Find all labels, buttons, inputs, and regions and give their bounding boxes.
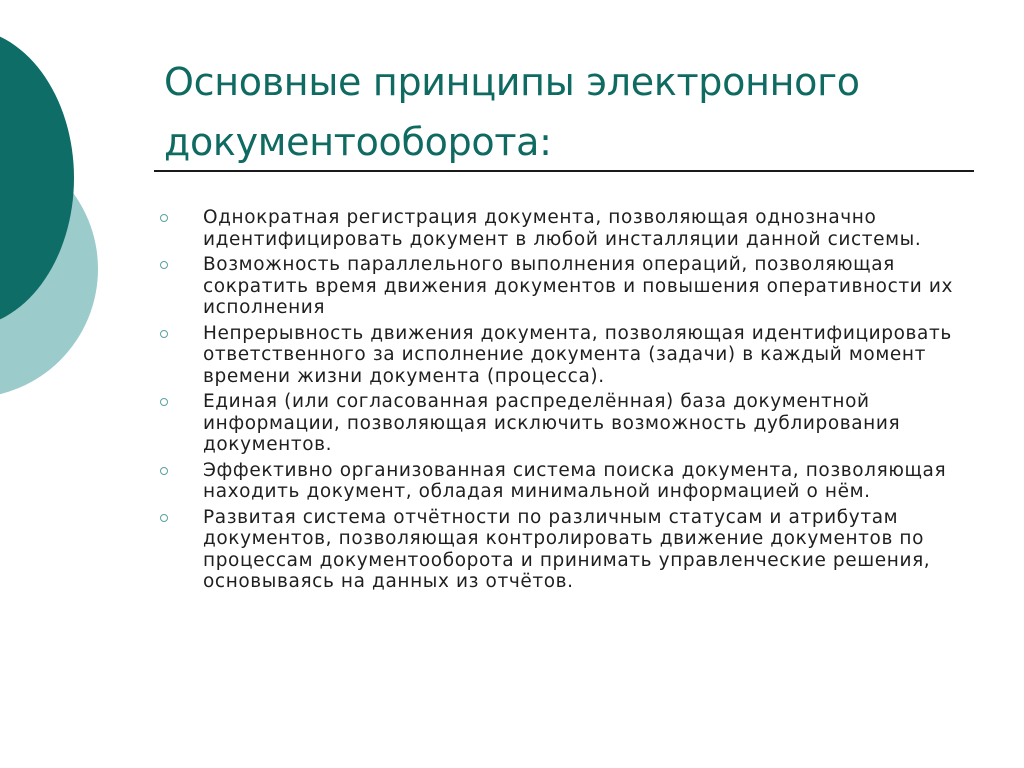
hollow-circle-bullet-icon [160,330,168,338]
bullet-list [160,207,970,597]
bullet-item [160,254,970,319]
hollow-circle-bullet-icon [160,514,168,522]
bullet-text: Единая (или согласованная распределённая) база документной информации, позволяющая исключить возможность дублирования документов. [203,391,901,455]
bullet-text: Возможность параллельного выполнения операций, позволяющая сократить время движения документов и повышения оперативности их исполнения [203,254,954,318]
bullet-text: Однократная регистрация документа, позволяющая однозначно идентифицировать документ в любой инсталляции данной системы. [203,207,922,250]
hollow-circle-bullet-icon [160,467,168,475]
hollow-circle-bullet-icon [160,261,168,269]
title-divider [154,170,974,172]
slide-title: Основные принципы электронного документооборота: [164,60,860,164]
bullet-item [160,391,970,456]
hollow-circle-bullet-icon [160,214,168,222]
bullet-item [160,460,970,503]
bullet-item [160,207,970,250]
bullet-item [160,323,970,388]
bullet-text: Непрерывность движения документа, позволяющая идентифицировать ответственного за исполнение документа (задачи) в каждый момент времени жизни документа (процесса). [203,322,952,387]
bullet-text: Развитая система отчётности по различным статусам и атрибутам документов, позволяющая контролировать движение документов по процессам документооборота и принимать управленческие решения, основываясь на данных из отчётов. [203,506,931,592]
hollow-circle-bullet-icon [160,398,168,406]
bullet-item [160,507,970,593]
bullet-text: Эффективно организованная система поиска документа, позволяющая находить документ, обладая минимальной информацией о нём. [203,459,947,502]
